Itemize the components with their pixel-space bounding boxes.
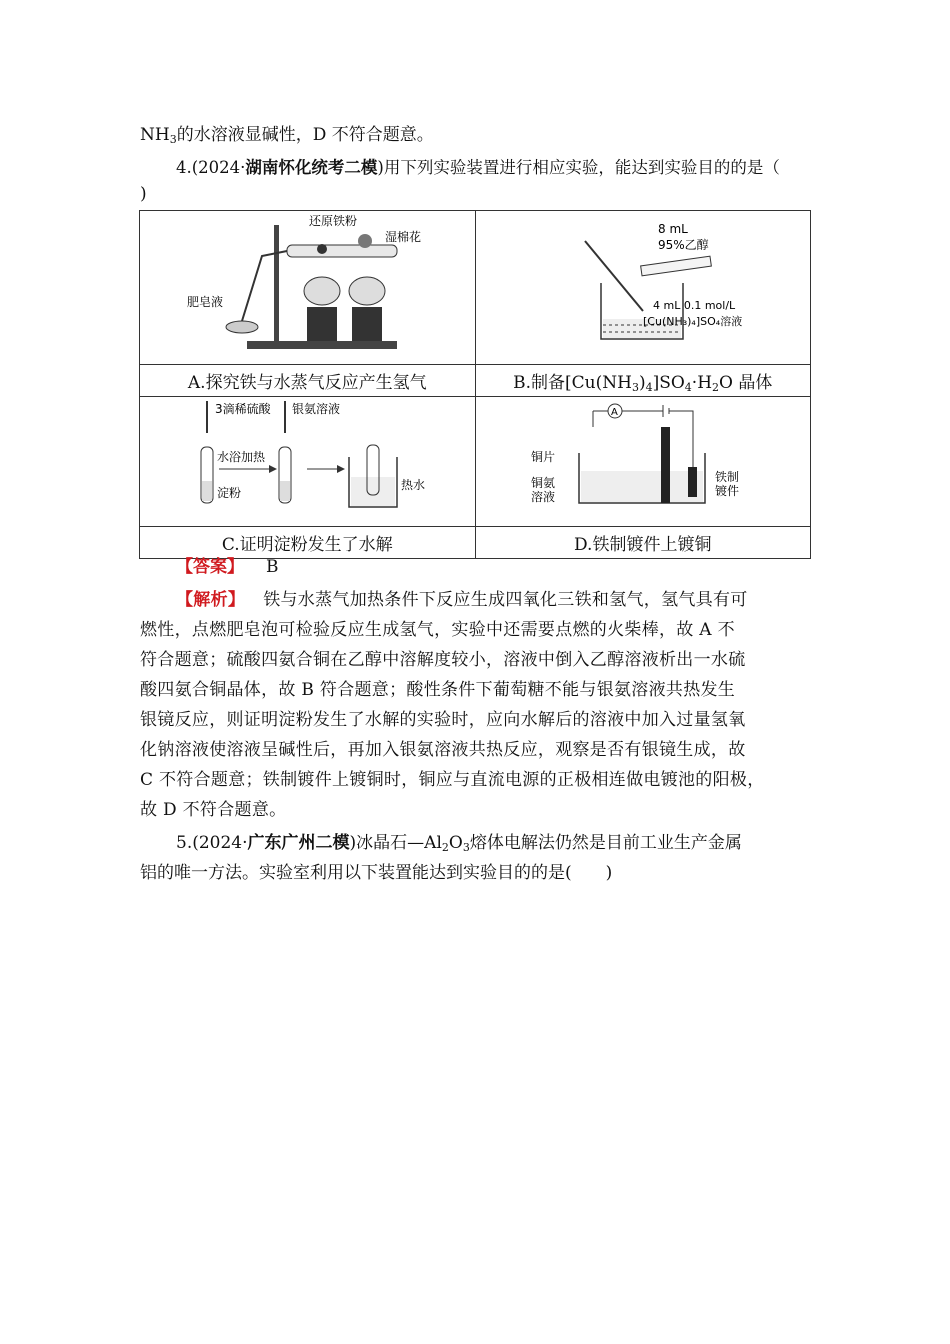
label-part-2: 镀件: [714, 484, 739, 498]
label-wet-cotton: 湿棉花: [385, 230, 422, 244]
iron-steam-apparatus-diagram: [157, 211, 457, 359]
analysis-line-4: 酸四氨合铜晶体，故 B 符合题意；酸性条件下葡萄糖不能与银氨溶液共热发生: [140, 680, 736, 700]
question-5-source: 广东广州二模: [247, 833, 350, 853]
options-table: [139, 210, 811, 559]
crystallization-diagram: [493, 211, 793, 359]
question-4-source: 湖南怀化统考二模: [245, 158, 378, 177]
analysis-line-5: 银镜反应，则证明淀粉发生了水解的实验时，应向水解后的溶液中加入过量氢氧: [140, 710, 746, 730]
label-acid: 3滴稀硫酸: [215, 402, 271, 416]
label-silver-ammonia: 银氨溶液: [292, 402, 341, 416]
option-c-caption: C.证明淀粉发生了水解: [140, 527, 476, 559]
electroplating-diagram: [493, 397, 793, 521]
answer-value: B: [266, 557, 279, 577]
question-4-stem-close: ): [140, 184, 147, 204]
option-a-figure: [140, 211, 476, 365]
question-5-stem-line-2: 铝的唯一方法。实验室利用以下装置能达到实验目的的是( ): [140, 863, 613, 883]
analysis-line-8: 故 D 不符合题意。: [140, 800, 287, 820]
label-volume: 8 mL: [657, 222, 688, 236]
question-5-stem: 5.(2024·广东广州二模)冰晶石$—Al_2O_3$熔体电解法仍然是目前工业生产金属: [176, 833, 742, 854]
option-d-figure: [475, 397, 811, 527]
option-b-figure: [475, 211, 811, 365]
option-a-caption: A.探究铁与水蒸气反应产生氢气: [140, 365, 476, 397]
label-starch: 淀粉: [217, 486, 242, 500]
label-copper-plate: 铜片: [530, 450, 555, 464]
starch-hydrolysis-diagram: [157, 397, 457, 521]
question-4-stem: 4.(2024·湖南怀化统考二模)用下列实验装置进行相应实验，能达到实验目的的是（: [176, 158, 780, 177]
label-soap: 肥皂液: [187, 295, 224, 309]
label-cu-solution-2: 溶液: [530, 490, 555, 504]
answer-line: [176, 557, 279, 577]
label-reduced-iron: 还原铁粉: [309, 214, 358, 228]
label-ethanol: 95%乙醇: [657, 238, 709, 252]
option-d-caption: D.铁制镀件上镀铜: [475, 527, 811, 559]
option-c-figure: [140, 397, 476, 527]
label-cu-solution-1: 铜氨: [530, 476, 555, 490]
analysis-line-7: C 不符合题意；铁制镀件上镀铜时，铜应与直流电源的正极相连做电镀池的阳极，: [140, 770, 765, 790]
label-part-1: 铁制: [714, 470, 739, 484]
label-hot-water: 热水: [401, 478, 426, 492]
label-solution: [Cu(NH₃)₄]SO₄溶液: [642, 315, 742, 328]
ammeter-icon: A: [610, 407, 618, 418]
label-water-bath: 水浴加热: [217, 450, 266, 464]
label-concentration: 4 mL 0.1 mol/L: [652, 299, 735, 312]
previous-answer-tail: $NH_3$的水溶液显碱性，D 不符合题意。: [140, 125, 434, 146]
analysis-line-6: 化钠溶液使溶液呈碱性后，再加入银氨溶液共热反应，观察是否有银镜生成，故: [140, 740, 746, 760]
analysis-line-3: 符合题意；硫酸四氨合铜在乙醇中溶解度较小，溶液中倒入乙醇溶液析出一水硫: [140, 650, 746, 670]
answer-tag: 【答案】: [176, 557, 244, 577]
analysis-line-1: 【解析】 铁与水蒸气加热条件下反应生成四氧化三铁和氢气，氢气具有可: [176, 590, 748, 610]
option-b-caption: B.制备$[Cu(NH_3)_4]SO_4\cdot H_2O$ 晶体: [475, 365, 811, 397]
analysis-tag: 【解析】: [176, 590, 246, 610]
analysis-line-2: 燃性，点燃肥皂泡可检验反应生成氢气，实验中还需要点燃的火柴棒，故 A 不: [140, 620, 735, 640]
